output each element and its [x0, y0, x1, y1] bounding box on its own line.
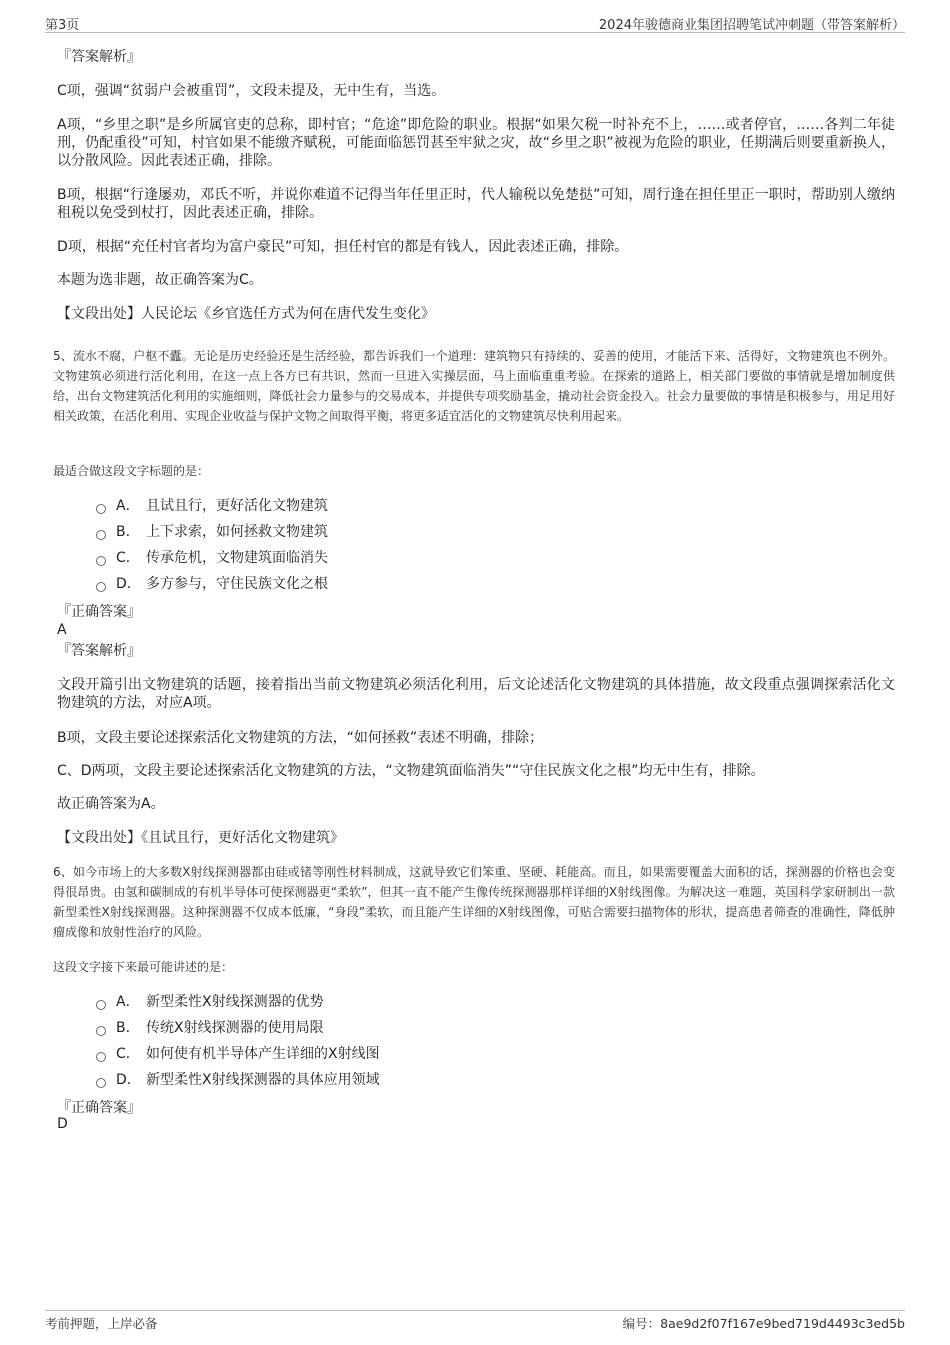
page-number: 第3页 — [45, 18, 80, 33]
analysis-paragraph: B项，文段主要论述探索活化文物建筑的方法，“如何拯救”表述不明确，排除； — [57, 730, 544, 746]
option-text: 且试且行，更好活化文物建筑 — [146, 498, 328, 514]
radio-button[interactable] — [96, 1078, 106, 1088]
question-text: 5、流水不腐，户枢不蠹。无论是历史经验还是生活经验，都告诉我们一个道理：建筑物只有持续的、妥善的使用，才能活下来、活得好，文物建筑也不例外。文物建筑必须进行活化利用，在这一点上各方已有共识，然而一旦进入实操层面，马上面临重重考验。在探索的道路上，相关部门要做的事情就是增加制度供给，出台文物建筑活化利用的实施细则，降低社会力量参与的交易成本，并提供专项奖励基金，撬动社会资金投入。社会力量要做的事情是积极参与，用足用好相关政策，在活化利用、实现企业收益与保护文物之间取得平衡，将更多适宜活化的文物建筑尽快利用起来。 — [53, 349, 895, 423]
radio-button[interactable] — [96, 1026, 106, 1036]
option-letter: D． — [116, 576, 141, 592]
option-letter: A． — [116, 498, 140, 514]
correct-answer: D — [57, 1116, 68, 1132]
question-prompt: 这段文字接下来最可能讲述的是： — [53, 960, 234, 974]
source-citation: 【文段出处】《且试且行，更好活化文物建筑》 — [57, 830, 344, 846]
option-letter: D． — [116, 1072, 141, 1088]
footer-slogan: 考前押题，上岸必备 — [45, 1316, 158, 1331]
radio-button[interactable] — [96, 530, 106, 540]
option-text: 传承危机，文物建筑面临消失 — [146, 550, 328, 566]
option-c[interactable] — [96, 1045, 380, 1063]
option-d[interactable] — [96, 575, 328, 593]
analysis-paragraph: B项，根据“行逢屡劝，邓氏不听，并说你难道不记得当年任里正时，代人输税以免楚挞”可知，周行逢在担任里正一职时，帮助别人缴纳租税以免受到杖打，因此表述正确，排除。 — [57, 187, 895, 221]
option-letter: A． — [116, 994, 140, 1010]
option-text: 多方参与，守住民族文化之根 — [146, 576, 328, 592]
header-divider — [45, 32, 905, 33]
correct-answer-label: 『正确答案』 — [57, 604, 141, 620]
option-text: 传统X射线探测器的使用局限 — [146, 1020, 324, 1036]
radio-button[interactable] — [96, 1000, 106, 1010]
analysis-paragraph: A项，“乡里之职”是乡所属官吏的总称，即村官；“危途”即危险的职业。根据“如果欠税一时补充不上，……或者停官，……各判二年徒刑，仍配重役”可知，村官如果不能缴齐赋税，可能面临惩罚甚至牢狱之灾，故“乡里之职”被视为危险的职业，任期满后则要重新换人，以分散风险。因此表述正确，排除。 — [57, 117, 895, 169]
question-text: 6、如今市场上的大多数X射线探测器都由硅或锗等刚性材料制成，这就导致它们笨重、坚硬、耗能高。而且，如果需要覆盖大面积的话，探测器的价格也会变得很昂贵。由氢和碳制成的有机半导体可使探测器更“柔软”，但其一直不能产生像传统探测器那样详细的X射线图像。为解决这一难题，英国科学家研制出一款新型柔性X射线探测器。这种探测器不仅成本低廉，“身段”柔软，而且能产生详细的X射线图像，可贴合需要扫描物体的形状，提高患者筛查的准确性，降低肿瘤成像和放射性治疗的风险。 — [53, 865, 895, 939]
option-letter: C． — [116, 1046, 140, 1062]
option-text: 新型柔性X射线探测器的优势 — [146, 994, 324, 1010]
option-letter: C． — [116, 550, 140, 566]
analysis-paragraph: D项，根据“充任村官者均为富户豪民”可知，担任村官的都是有钱人，因此表述正确，排除。 — [57, 239, 629, 255]
radio-button[interactable] — [96, 504, 106, 514]
option-letter: B． — [116, 524, 140, 540]
analysis-paragraph: C项，强调“贫弱户会被重罚”，文段未提及，无中生有，当选。 — [57, 83, 446, 99]
correct-answer: A — [57, 622, 67, 638]
radio-button[interactable] — [96, 582, 106, 592]
option-d[interactable] — [96, 1071, 380, 1089]
analysis-label: 『答案解析』 — [57, 49, 141, 65]
option-c[interactable] — [96, 549, 328, 567]
document-title: 2024年骏德商业集团招聘笔试冲刺题（带答案解析） — [598, 18, 905, 33]
radio-button[interactable] — [96, 556, 106, 566]
option-text: 如何使有机半导体产生详细的X射线图 — [146, 1046, 380, 1062]
option-a[interactable] — [96, 497, 328, 515]
option-b[interactable] — [96, 1019, 324, 1037]
source-citation: 【文段出处】人民论坛《乡官选任方式为何在唐代发生变化》 — [57, 306, 435, 322]
option-text: 上下求索，如何拯救文物建筑 — [146, 524, 328, 540]
analysis-paragraph: 本题为选非题，故正确答案为C。 — [57, 272, 263, 288]
option-a[interactable] — [96, 993, 324, 1011]
correct-answer-label: 『正确答案』 — [57, 1100, 141, 1116]
option-text: 新型柔性X射线探测器的具体应用领域 — [146, 1072, 380, 1088]
question-prompt: 最适合做这段文字标题的是： — [53, 464, 210, 478]
analysis-paragraph: 故正确答案为A。 — [57, 796, 165, 812]
analysis-label: 『答案解析』 — [57, 643, 141, 659]
analysis-paragraph: C、D两项，文段主要论述探索活化文物建筑的方法，“文物建筑面临消失”“守住民族文化之根”均无中生有，排除。 — [57, 763, 765, 779]
document-id: 编号：8ae9d2f07f167e9bed719d4493c3ed5b — [622, 1316, 905, 1331]
option-b[interactable] — [96, 523, 328, 541]
radio-button[interactable] — [96, 1052, 106, 1062]
option-letter: B． — [116, 1020, 140, 1036]
analysis-paragraph: 文段开篇引出文物建筑的话题，接着指出当前文物建筑必须活化利用，后文论述活化文物建筑的具体措施，故文段重点强调探索活化文物建筑的方法，对应A项。 — [57, 677, 895, 711]
footer-divider — [45, 1310, 905, 1311]
